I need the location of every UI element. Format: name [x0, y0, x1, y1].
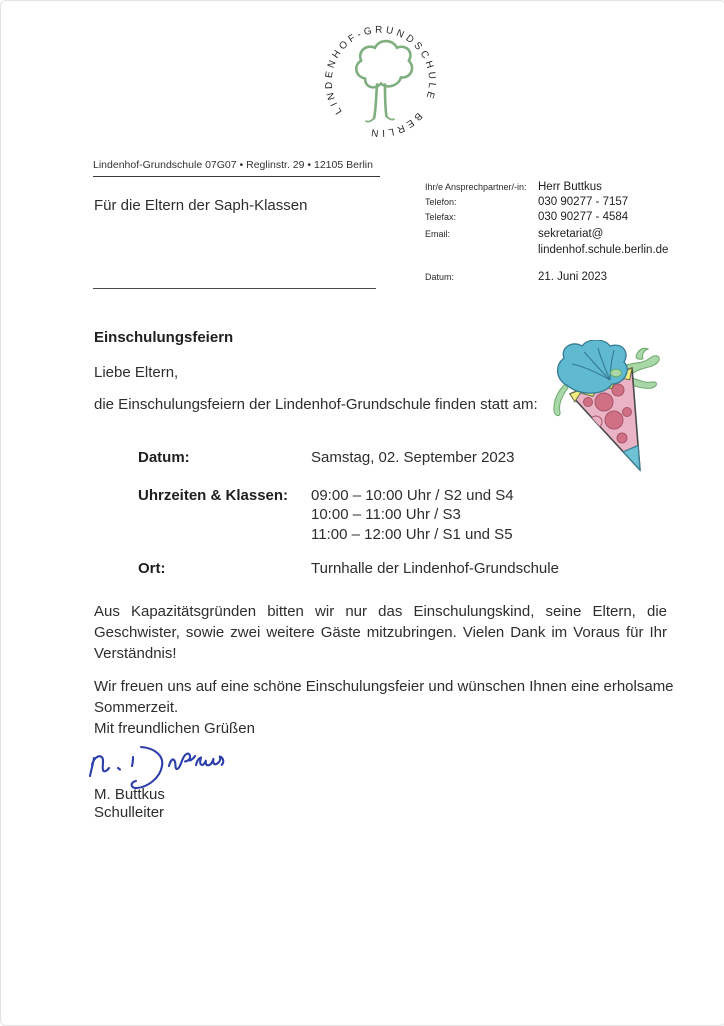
paragraph-wishes-line2: Sommerzeit.: [94, 699, 179, 716]
email-value-line1: sekretariat@: [538, 227, 604, 240]
contact-row-fax: [425, 210, 675, 225]
subject-heading: Einschulungsfeiern: [94, 329, 234, 346]
paragraph-capacity-line3: Verständnis!: [94, 645, 177, 662]
contact-person-label: Ihr/e Ansprechpartner/-in:: [425, 182, 527, 192]
email-value: [538, 226, 668, 259]
phone-value: 030 90277 - 7157: [538, 196, 629, 209]
logo-ring-text: LINDENHOF-GRUNDSCHULE BERLIN: [323, 24, 438, 139]
event-details: [138, 448, 698, 579]
phone-label: Telefon:: [425, 197, 457, 208]
contact-person-value: Herr Buttkus: [538, 181, 602, 193]
fax-label: Telefax:: [425, 212, 457, 223]
paragraph-wishes-line1: Wir freuen uns auf eine schöne Einschulungsfeier und wünschen Ihnen eine erholsame: [94, 678, 674, 695]
signatory-role: Schulleiter: [94, 803, 165, 821]
email-value-line2: lindenhof.schule.berlin.de: [538, 244, 669, 257]
recipient-line: Für die Eltern der Saph-Klassen: [94, 197, 308, 214]
contact-row-email: [425, 226, 675, 259]
signature-block: [94, 786, 165, 821]
date-label: Datum:: [425, 272, 455, 282]
times-line-1: 09:00 – 10:00 Uhr / S2 und S4: [311, 486, 514, 504]
letter-date-row: [425, 270, 607, 285]
signatory-name: M. Buttkus: [94, 786, 165, 803]
school-logo: [313, 11, 449, 151]
detail-location-label: Ort:: [138, 560, 166, 577]
salutation: Liebe Eltern,: [94, 364, 179, 381]
detail-times-value: [311, 486, 514, 545]
contact-row-phone: [425, 195, 675, 210]
detail-row-times: [138, 486, 698, 545]
detail-date-label: Datum:: [138, 449, 190, 466]
intro-sentence: die Einschulungsfeiern der Lindenhof-Grundschule finden statt am:: [94, 396, 538, 413]
closing-line: Mit freundlichen Grüßen: [94, 720, 255, 737]
detail-times-label: Uhrzeiten & Klassen:: [138, 486, 289, 504]
email-label: Email:: [425, 228, 451, 239]
fax-value: 030 90277 - 4584: [538, 211, 629, 224]
detail-row-date: [138, 448, 698, 468]
sender-return-address: Lindenhof-Grundschule 07G07 • Reglinstr. 29 • 12105 Berlin: [93, 159, 380, 177]
paragraph-capacity-line2: Geschwister, sowie zwei weitere Gäste mitzubringen. Vielen Dank im Voraus für Ihr: [94, 624, 667, 641]
contact-row-person: [425, 180, 675, 195]
linden-tree-icon: [356, 41, 412, 122]
times-line-3: 11:00 – 12:00 Uhr / S1 und S5: [311, 525, 513, 543]
paragraph-wishes: [94, 676, 694, 718]
paragraph-capacity-line1: Aus Kapazitätsgründen bitten wir nur das Einschulungskind, seine Eltern, die: [94, 603, 667, 620]
paragraph-capacity: [94, 601, 667, 664]
times-line-2: 10:00 – 11:00 Uhr / S3: [311, 506, 461, 523]
detail-row-location: [138, 559, 698, 579]
address-rule-line: [93, 288, 376, 289]
ribbon-knot: [611, 369, 622, 377]
detail-location-value: Turnhalle der Lindenhof-Grundschule: [311, 560, 559, 577]
date-value: 21. Juni 2023: [538, 271, 608, 283]
detail-date-value: Samstag, 02. September 2023: [311, 449, 515, 466]
contact-block: [425, 180, 675, 259]
